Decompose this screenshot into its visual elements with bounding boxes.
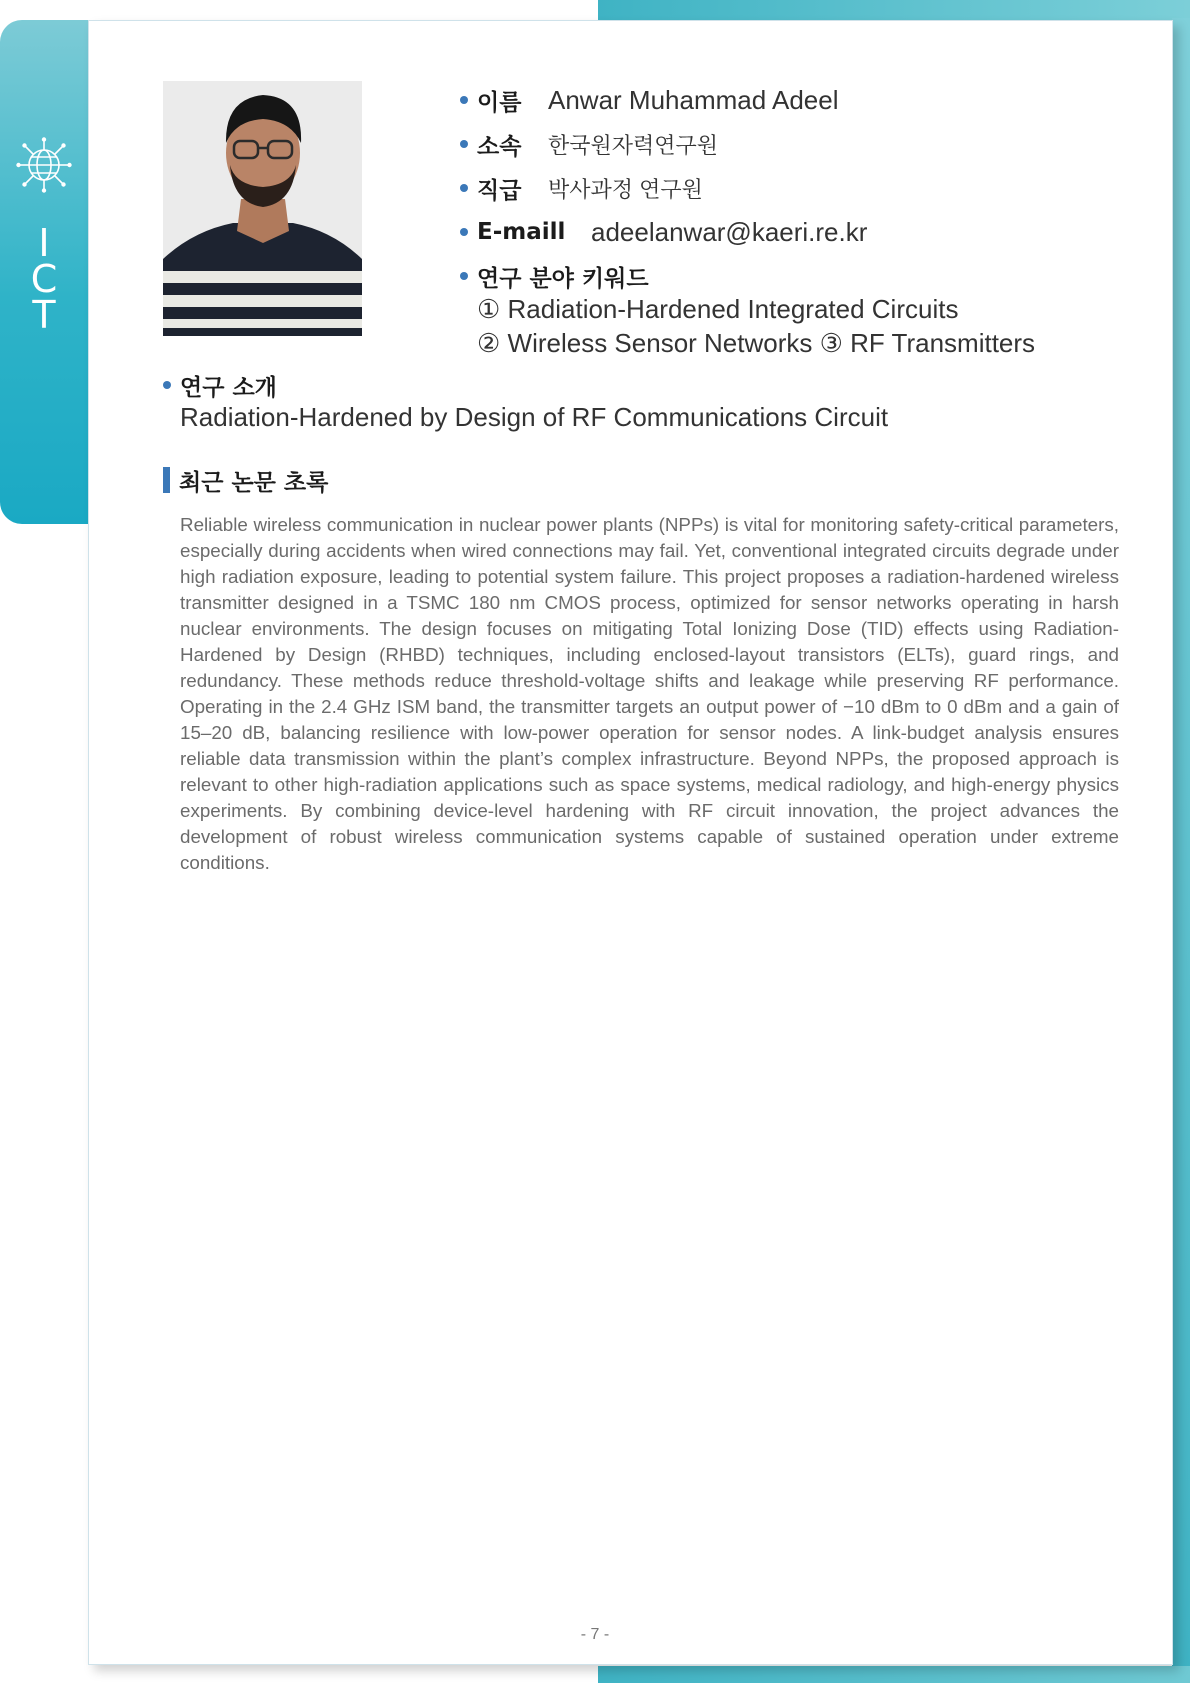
email-link[interactable]: adeelanwar@kaeri.re.kr (591, 216, 868, 247)
affiliation-value: 한국원자력연구원 (548, 132, 719, 158)
page-number: - 7 - (580, 1626, 610, 1643)
email-row (460, 212, 867, 252)
email-label: E-maill (477, 219, 566, 245)
bullet-icon (460, 140, 468, 148)
bullet-icon (163, 381, 171, 389)
abstract-body: Reliable wireless communication in nuclear power plants (NPPs) is vital for monitoring safety-critical parameters, especially during accidents when wired connections may fail. Yet, conventional integrated circuits degrade under high radiation exposure, leading to potential system failure. This project proposes a radiation-hardened wireless transmitter designed in a TSMC 180 nm CMOS process, optimized for sensor networks operating in harsh nuclear environments. The design focuses on mitigating Total Ionizing Dose (TID) effects using Radiation-Hardened by Design (RHBD) techniques, including enclosed-layout transistors (ELTs), guard rings, and redundancy. These methods reduce threshold-voltage shifts and leakage while preserving RF performance. Operating in the 2.4 GHz ISM band, the transmitter targets an output power of −10 dBm to 0 dBm and a gain of 15–20 dB, balancing resilience with low-power operation for sensor nodes. A link-budget analysis ensures reliable data transmission within the plant’s complex infrastructure. Beyond NPPs, the proposed approach is relevant to other high-radiation applications such as space systems, medical radiology, and high-energy physics experiments. By combining device-level hardening with RF circuit innovation, the project advances the development of robust wireless communication systems capable of sustained operation under extreme conditions. (180, 514, 1119, 873)
bullet-icon (460, 228, 468, 236)
top-decorative-band (598, 0, 1190, 22)
bullet-icon (460, 184, 468, 192)
keywords-line-2: ② Wireless Sensor Networks ③ RF Transmitters (477, 328, 1036, 358)
name-row (460, 80, 838, 120)
position-value: 박사과정 연구원 (548, 176, 703, 202)
profile-photo (163, 81, 362, 336)
keywords-line-1: ① Radiation-Hardened Integrated Circuits (477, 294, 959, 324)
introduction-text: Radiation-Hardened by Design of RF Communications Circuit (180, 402, 889, 432)
bullet-icon (460, 272, 468, 280)
heading-bar-marker (163, 467, 170, 493)
affiliation-label: 소속 (477, 133, 522, 160)
globe-icon (16, 137, 72, 193)
position-label: 직급 (477, 177, 522, 204)
right-decorative-strip (1172, 18, 1190, 1668)
name-value: Anwar Muhammad Adeel (548, 84, 839, 115)
bullet-icon (460, 96, 468, 104)
affiliation-row (460, 124, 718, 164)
position-row (460, 168, 703, 208)
keywords-label: 연구 분야 키워드 (477, 265, 649, 292)
keywords-row (460, 256, 649, 296)
name-label: 이름 (477, 89, 522, 116)
introduction-heading (163, 368, 277, 402)
abstract-heading (163, 464, 328, 496)
side-tab-label: I C T (30, 221, 58, 337)
person-photo-icon (163, 81, 362, 336)
introduction-label: 연구 소개 (180, 374, 277, 401)
abstract-title: 최근 논문 초록 (179, 469, 329, 496)
bottom-decorative-band (598, 1666, 1190, 1683)
